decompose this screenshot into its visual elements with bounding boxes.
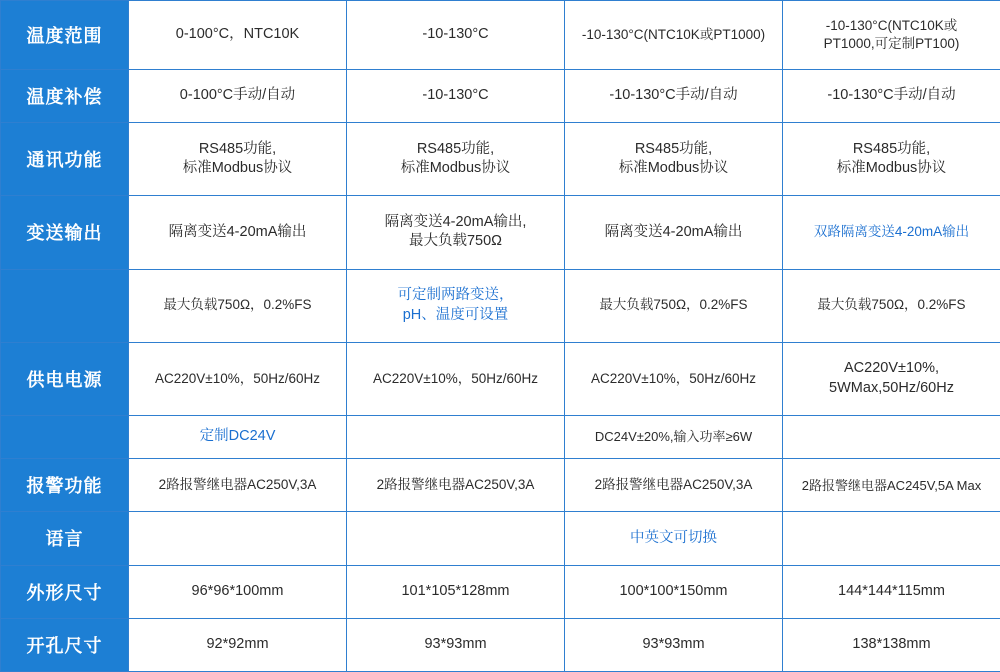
cell-line: 144*144*115mm: [838, 582, 945, 599]
table-cell: [783, 196, 1000, 269]
row-label: 变送输出: [1, 196, 129, 269]
cell-line: 0-100°C，NTC10K: [175, 26, 300, 43]
cell-line: -10-130°C手动/自动: [609, 87, 738, 104]
table-cell: [129, 512, 347, 565]
table-cell: [565, 269, 783, 342]
cell-line: 隔离变送4-20mA输出: [168, 223, 307, 240]
table-cell: [565, 618, 783, 671]
table-cell: [347, 512, 565, 565]
table-row: [1, 123, 1000, 196]
table-row: [1, 70, 1000, 123]
table-row: [1, 1, 1000, 70]
table-cell: [129, 342, 347, 415]
table-cell: [347, 342, 565, 415]
cell-line: 标准Modbus协议: [400, 160, 511, 177]
table-cell: [129, 565, 347, 618]
cell-line: 最大负载750Ω，0.2%FS: [599, 297, 748, 313]
cell-line: -10-130°C(NTC10K或PT1000): [581, 26, 766, 42]
table-cell: [783, 1, 1000, 70]
table-row: [1, 618, 1000, 671]
row-label: 通讯功能: [1, 123, 129, 196]
table-body: [1, 1, 1000, 672]
table-cell: [129, 415, 347, 458]
cell-line: -10-130°C手动/自动: [827, 87, 956, 104]
table-cell: [347, 618, 565, 671]
cell-line: 定制DC24V: [199, 428, 276, 445]
table-cell: [783, 512, 1000, 565]
cell-line: 标准Modbus协议: [618, 160, 729, 177]
row-label: 温度补偿: [1, 70, 129, 123]
table-row: [1, 415, 1000, 458]
table-cell: [783, 342, 1000, 415]
cell-line: 最大负载750Ω，0.2%FS: [817, 297, 966, 313]
row-label: 报警功能: [1, 459, 129, 512]
cell-line: AC220V±10%，50Hz/60Hz: [155, 370, 320, 386]
cell-line: DC24V±20%,输入功率≥6W: [594, 429, 753, 445]
table-cell: [565, 415, 783, 458]
cell-line: 可定制两路变送，: [397, 287, 514, 304]
cell-line: 标准Modbus协议: [182, 160, 293, 177]
table-cell: [565, 459, 783, 512]
cell-line: 最大负载750Ω，0.2%FS: [163, 297, 312, 313]
cell-line: 隔离变送4-20mA输出: [604, 223, 743, 240]
cell-line: 2路报警继电器AC250V,3A: [376, 477, 535, 493]
table-row: [1, 565, 1000, 618]
row-label: 温度范围: [1, 1, 129, 70]
table-cell: [783, 565, 1000, 618]
cell-line: RS485功能,: [416, 140, 495, 157]
cell-line: 138*138mm: [852, 636, 931, 653]
table-row: [1, 512, 1000, 565]
cell-line: 2路报警继电器AC250V,3A: [158, 477, 317, 493]
table-cell: [565, 123, 783, 196]
row-label: [1, 269, 129, 342]
table-cell: [129, 70, 347, 123]
cell-line: 标准Modbus协议: [836, 160, 947, 177]
table-cell: [347, 70, 565, 123]
cell-line: 隔离变送4-20mA输出,: [384, 213, 527, 230]
table-cell: [565, 512, 783, 565]
table-cell: [347, 459, 565, 512]
table-cell: [783, 618, 1000, 671]
table-cell: [129, 123, 347, 196]
table-cell: [565, 196, 783, 269]
cell-line: 5WMax,50Hz/60Hz: [829, 379, 954, 396]
table-cell: [129, 269, 347, 342]
cell-line: RS485功能,: [198, 140, 277, 157]
cell-line: 92*92mm: [206, 636, 269, 653]
cell-line: 101*105*128mm: [401, 582, 510, 599]
cell-line: 100*100*150mm: [619, 582, 728, 599]
table-cell: [129, 1, 347, 70]
table-cell: [347, 123, 565, 196]
cell-line: 最大负载750Ω: [408, 233, 503, 250]
table-cell: [129, 196, 347, 269]
table-cell: [347, 196, 565, 269]
cell-line: 2路报警继电器AC250V,3A: [594, 477, 753, 493]
table-cell: [783, 70, 1000, 123]
table-cell: [347, 415, 565, 458]
cell-line: -10-130°C: [422, 87, 489, 104]
cell-line: PT1000,可定制PT100): [823, 36, 960, 52]
cell-line: -10-130°C: [422, 26, 489, 43]
cell-line: 中英文可切换: [630, 529, 717, 546]
table-cell: [565, 565, 783, 618]
table-cell: [783, 123, 1000, 196]
cell-line: 2路报警继电器AC245V,5A Max: [801, 477, 982, 493]
cell-line: AC220V±10%,: [843, 360, 939, 377]
cell-line: -10-130°C(NTC10K或: [825, 17, 958, 33]
cell-line: 0-100°C手动/自动: [179, 87, 296, 104]
cell-line: 93*93mm: [642, 636, 705, 653]
row-label: 开孔尺寸: [1, 618, 129, 671]
cell-line: RS485功能,: [852, 140, 931, 157]
table-cell: [565, 342, 783, 415]
cell-line: pH、温度可设置: [402, 306, 509, 323]
cell-line: 93*93mm: [424, 636, 487, 653]
cell-line: AC220V±10%，50Hz/60Hz: [591, 370, 756, 386]
table-cell: [783, 269, 1000, 342]
table-cell: [783, 415, 1000, 458]
cell-line: 双路隔离变送4-20mA输出: [813, 224, 970, 240]
row-label: 语言: [1, 512, 129, 565]
table-cell: [129, 459, 347, 512]
table-cell: [129, 618, 347, 671]
table-cell: [565, 70, 783, 123]
table-row: [1, 342, 1000, 415]
row-label: 外形尺寸: [1, 565, 129, 618]
row-label: [1, 415, 129, 458]
table-cell: [565, 1, 783, 70]
cell-line: AC220V±10%，50Hz/60Hz: [373, 370, 538, 386]
row-label: 供电电源: [1, 342, 129, 415]
table-row: [1, 459, 1000, 512]
cell-line: RS485功能,: [634, 140, 713, 157]
table-cell: [783, 459, 1000, 512]
cell-line: 96*96*100mm: [191, 582, 284, 599]
table-row: [1, 196, 1000, 269]
table-cell: [347, 269, 565, 342]
table-row: [1, 269, 1000, 342]
table-cell: [347, 1, 565, 70]
table-cell: [347, 565, 565, 618]
